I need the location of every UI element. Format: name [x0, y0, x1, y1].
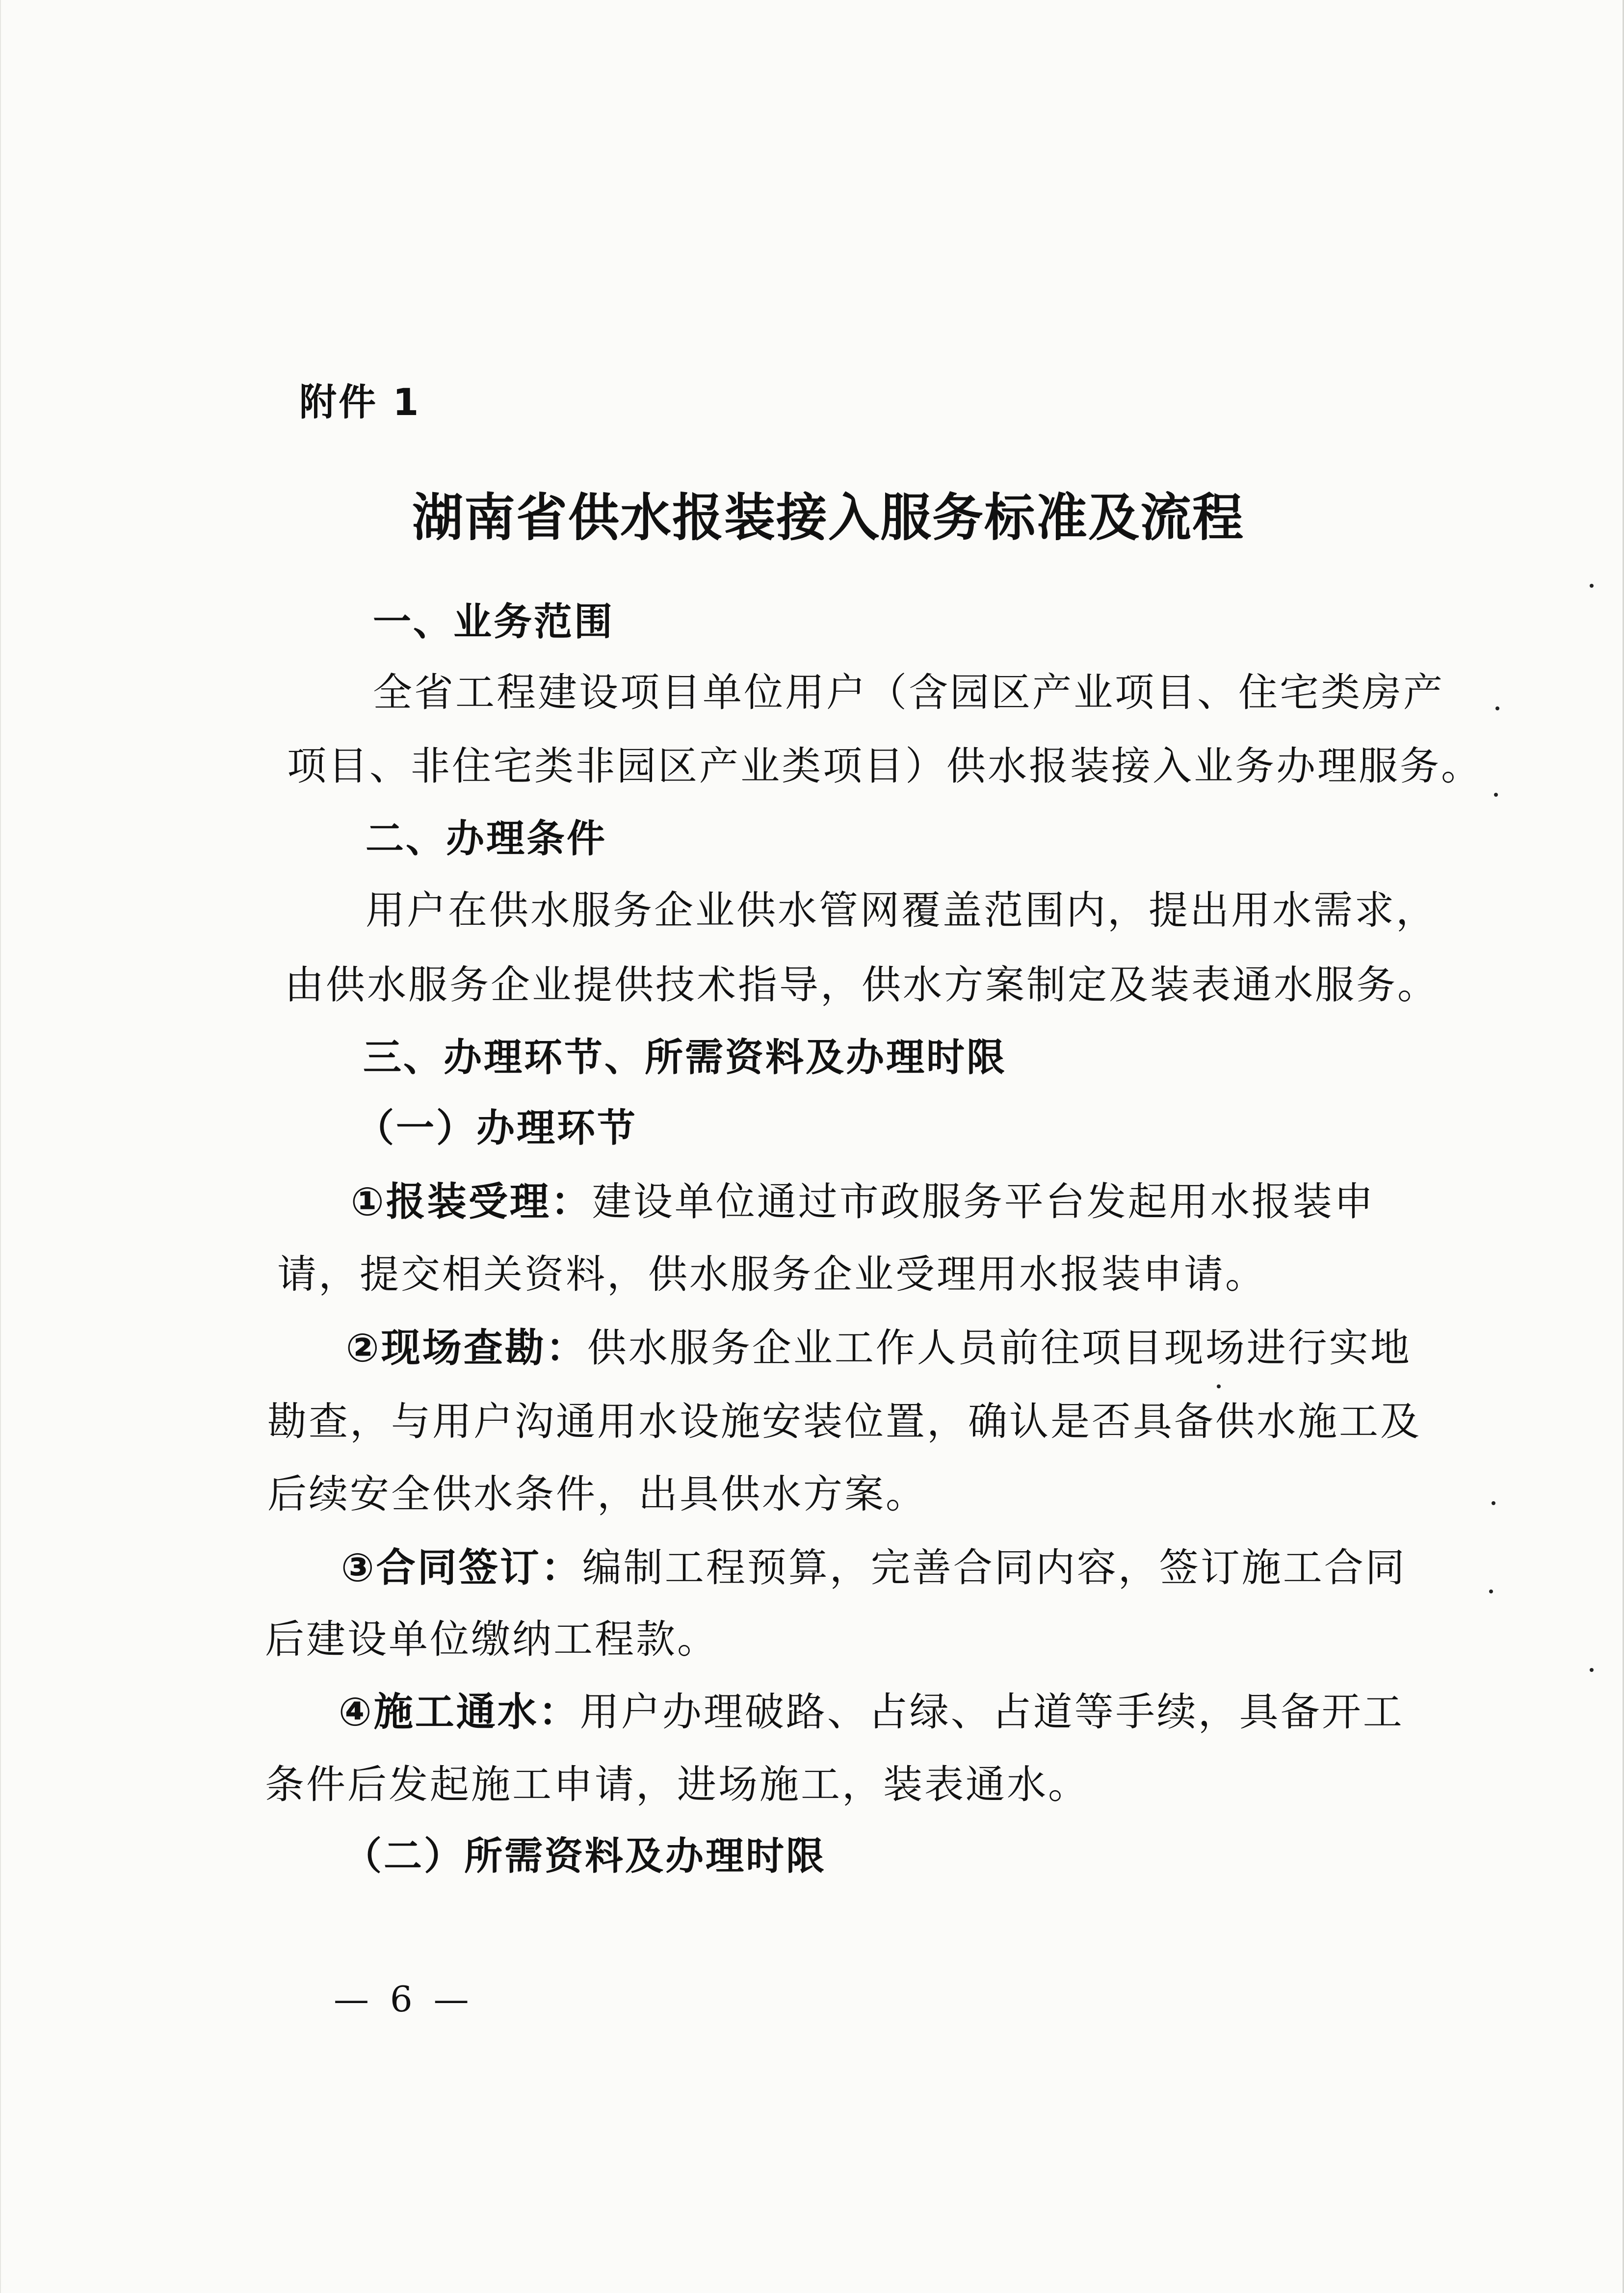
step-2-line-2: 勘查，与用户沟通用水设施安装位置，确认是否具备供水施工及: [267, 1399, 1421, 1444]
section-1-paragraph-line-2: 项目、非住宅类非园区产业类项目）供水报装接入业务办理服务。: [287, 743, 1482, 789]
subsection-1-heading: （一）办理环节: [356, 1106, 638, 1150]
scan-speck: [1590, 584, 1594, 588]
step-4-label: ④施工通水：: [339, 1689, 580, 1735]
subsection-2-heading: （二）所需资料及办理时限: [343, 1834, 827, 1878]
section-3-heading: 三、办理环节、所需资料及办理时限: [363, 1036, 1007, 1080]
scan-speck: [1217, 1384, 1221, 1388]
step-3-text: 编制工程预算，完善合同内容，签订施工合同: [582, 1545, 1407, 1590]
step-2-line-3: 后续安全供水条件，出具供水方案。: [267, 1471, 927, 1517]
scan-speck: [1494, 793, 1498, 797]
step-1-text: 建设单位通过市政服务平台发起用水报装申: [592, 1179, 1375, 1225]
section-1-paragraph-line-1: 全省工程建设项目单位用户（含园区产业项目、住宅类房产: [373, 670, 1444, 715]
step-2-line-1: [346, 1324, 1412, 1373]
scan-speck: [1492, 1501, 1495, 1505]
scan-speck: [1489, 1589, 1493, 1593]
section-1-heading: 一、业务范围: [373, 600, 615, 644]
scan-edge-left: [0, 0, 1, 2293]
step-1-line-1: [351, 1177, 1375, 1226]
step-2-label: ②现场查勘：: [346, 1325, 587, 1371]
step-3-label: ③合同签订：: [341, 1545, 582, 1590]
scan-speck: [1590, 1668, 1594, 1672]
step-2-text: 供水服务企业工作人员前往项目现场进行实地: [587, 1325, 1412, 1371]
section-2-heading: 二、办理条件: [366, 817, 607, 861]
page-number: — 6 —: [334, 1979, 474, 2020]
step-4-text: 用户办理破路、占绿、占道等手续，具备开工: [579, 1689, 1404, 1735]
step-4-line-2: 条件后发起施工申请，进场施工，装表通水。: [265, 1762, 1089, 1807]
step-3-line-2: 后建设单位缴纳工程款。: [265, 1616, 718, 1662]
step-3-line-1: [341, 1543, 1407, 1592]
document-title: 湖南省供水报装接入服务标准及流程: [412, 488, 1245, 547]
section-2-paragraph-line-2: 由供水服务企业提供技术指导，供水方案制定及装表通水服务。: [285, 962, 1439, 1008]
step-1-line-2: 请，提交相关资料，供水服务企业受理用水报装申请。: [277, 1251, 1266, 1297]
step-1-label: ①报装受理：: [351, 1179, 592, 1225]
step-4-line-1: [339, 1688, 1404, 1737]
scan-speck: [1495, 706, 1499, 710]
attachment-label: 附件 1: [299, 380, 421, 424]
section-2-paragraph-line-1: 用户在供水服务企业供水管网覆盖范围内，提出用水需求，: [366, 887, 1437, 933]
